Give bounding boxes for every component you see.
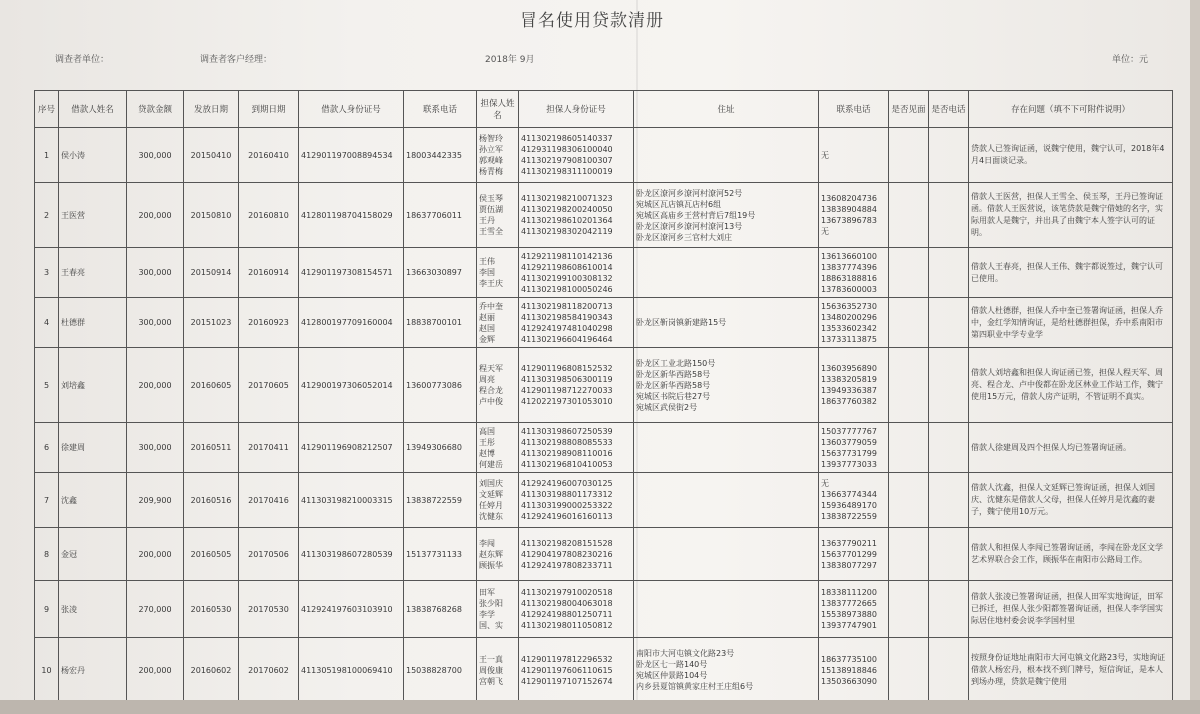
cell-line: 13733113875 — [821, 334, 877, 344]
cell-line: 411302198605140337 — [521, 134, 613, 143]
table-cell: 1 — [35, 128, 59, 183]
table-cell: 300,000 — [127, 423, 184, 473]
table-cell — [889, 298, 929, 348]
document-title: 冒名使用贷款清册 — [520, 11, 664, 31]
cell-line: 412924197808233711 — [521, 560, 613, 570]
table-cell — [519, 248, 634, 298]
cell-line: 411302198808085533 — [521, 437, 613, 447]
cell-line: 内乡县夏馆镇黄家庄村王庄组6号 — [636, 682, 754, 691]
table-cell — [819, 473, 889, 528]
cell-line: 13837772665 — [821, 599, 877, 608]
column-header: 到期日期 — [239, 91, 299, 128]
table-cell: 200,000 — [127, 348, 184, 423]
table-row — [35, 183, 1173, 248]
cell-line: 13383205819 — [821, 375, 877, 384]
table-cell: 15038828700 — [404, 638, 477, 703]
cell-line: 13937747901 — [821, 621, 877, 630]
cell-line: 412924198801250711 — [521, 610, 613, 619]
table-cell: 200,000 — [127, 528, 184, 581]
table-cell — [519, 638, 634, 703]
cell-line: 贾伍湖 — [479, 205, 503, 214]
cell-line: 宛城区书院后巷27号 — [636, 391, 711, 401]
table-cell — [929, 638, 969, 703]
cell-line: 周俊康 — [479, 665, 503, 675]
cell-line: 程合龙 — [479, 386, 503, 395]
table-cell: 300,000 — [127, 128, 184, 183]
cell-line: 刘国庆 — [479, 479, 503, 488]
table-cell — [889, 348, 929, 423]
cell-line: 卧龙区工业北路150号 — [636, 358, 716, 368]
cell-line: 宫朝飞 — [479, 676, 503, 686]
table-cell: 412901197308154571 — [299, 248, 404, 298]
table-cell: 20160923 — [239, 298, 299, 348]
table-cell — [819, 638, 889, 703]
table-cell: 王春亮 — [59, 248, 127, 298]
table-cell: 5 — [35, 348, 59, 423]
table-cell: 200,000 — [127, 638, 184, 703]
cell-line: 411303198801173312 — [521, 490, 613, 499]
cell-line: 13503663090 — [821, 676, 877, 686]
table-cell: 9 — [35, 581, 59, 638]
table-cell: 20160914 — [239, 248, 299, 298]
table-cell: 411305198100069410 — [299, 638, 404, 703]
column-header: 序号 — [35, 91, 59, 128]
cell-line: 18863188816 — [821, 273, 877, 283]
table-cell: 270,000 — [127, 581, 184, 638]
table-cell — [634, 183, 819, 248]
table-cell: 借款人王春亮，担保人王伟、魏宇都说签过，魏宁认可已使用。 — [969, 248, 1173, 298]
table-cell — [519, 128, 634, 183]
table-cell — [477, 248, 519, 298]
column-header: 存在问题（填不下可附件说明） — [969, 91, 1173, 128]
cell-line: 侯玉琴 — [479, 194, 503, 203]
cell-line: 13603956890 — [821, 364, 877, 373]
cell-line: 任婷月 — [479, 501, 503, 510]
table-cell — [634, 128, 819, 183]
cell-line: 411303198607250539 — [521, 426, 613, 436]
table-cell — [634, 423, 819, 473]
table-cell — [819, 581, 889, 638]
cell-line: 412904197808230216 — [521, 549, 613, 559]
cell-line: 411302198200240050 — [521, 205, 613, 214]
table-cell — [819, 248, 889, 298]
cell-line: 411302198100050246 — [521, 284, 613, 294]
table-cell — [929, 298, 969, 348]
cell-line: 412901198712270033 — [521, 386, 613, 395]
table-cell: 借款人张凌已签署询证函，担保人田军实地询证，田军已拆迁，担保人张少阳都签署询证函，担保人李学国实际居住地村委会说李学国村里 — [969, 581, 1173, 638]
table-cell: 7 — [35, 473, 59, 528]
table-cell — [889, 473, 929, 528]
table-cell — [819, 528, 889, 581]
table-cell: 13838768268 — [404, 581, 477, 638]
cell-line: 411302196810410053 — [521, 459, 613, 469]
table-cell: 20170605 — [239, 348, 299, 423]
cell-line: 18338111200 — [821, 588, 877, 597]
table-cell: 18838700101 — [404, 298, 477, 348]
table-cell — [519, 183, 634, 248]
cell-line: 411302197908100307 — [521, 156, 613, 165]
table-cell: 300,000 — [127, 248, 184, 298]
table-cell: 20160810 — [239, 183, 299, 248]
table-cell — [819, 348, 889, 423]
table-cell — [519, 348, 634, 423]
table-cell — [929, 581, 969, 638]
table-cell: 4 — [35, 298, 59, 348]
cell-line: 卢中俊 — [479, 397, 503, 406]
cell-line: 南阳市大河屯镇文化路23号 — [636, 649, 735, 658]
table-row — [35, 423, 1173, 473]
cell-line: 18637735100 — [821, 654, 877, 664]
table-cell: 20160410 — [239, 128, 299, 183]
cell-line: 顾振华 — [479, 560, 503, 570]
table-cell: 张凌 — [59, 581, 127, 638]
table-cell: 6 — [35, 423, 59, 473]
cell-line: 卧龙区新华西路58号 — [636, 380, 711, 390]
table-cell — [634, 248, 819, 298]
cell-line: 宛城区武侯街2号 — [636, 402, 698, 412]
table-cell: 20160505 — [184, 528, 239, 581]
cell-line: 金辉 — [479, 334, 495, 344]
table-cell: 412901196908212507 — [299, 423, 404, 473]
table-cell: 2 — [35, 183, 59, 248]
table-cell: 借款人沈鑫，担保人文延辉已签询证函，担保人刘国庆、沈健东是借款人父母，担保人任婷月是沈鑫的妻子，魏宁使用10万元。 — [969, 473, 1173, 528]
cell-line: 13783600003 — [821, 284, 877, 294]
table-cell: 209,900 — [127, 473, 184, 528]
date-label: 2018年 9月 — [485, 55, 535, 65]
table-cell: 412900197306052014 — [299, 348, 404, 423]
cell-line: 王雪全 — [479, 227, 503, 236]
table-cell: 300,000 — [127, 298, 184, 348]
cell-line: 411302198004063018 — [521, 599, 613, 608]
column-header: 联系电话 — [404, 91, 477, 128]
table-cell — [477, 473, 519, 528]
cell-line: 411303198506300119 — [521, 375, 613, 384]
unit-label: 单位：元 — [1112, 55, 1149, 65]
table-cell — [519, 528, 634, 581]
cell-line: 13838904884 — [821, 205, 877, 214]
table-cell — [634, 638, 819, 703]
table-cell: 20160511 — [184, 423, 239, 473]
cell-line: 卧龙区新华西路58号 — [636, 369, 711, 379]
table-cell — [819, 298, 889, 348]
cell-line: 赵东辉 — [479, 549, 503, 559]
cell-line: 411302197910020518 — [521, 588, 613, 597]
table-cell — [889, 581, 929, 638]
column-header: 联系电话 — [819, 91, 889, 128]
table-cell: 金冠 — [59, 528, 127, 581]
table-cell — [477, 581, 519, 638]
cell-line: 王彤 — [479, 437, 495, 447]
cell-line: 411302198302042119 — [521, 227, 613, 236]
table-row — [35, 473, 1173, 528]
table-cell: 411303198607280539 — [299, 528, 404, 581]
table-cell — [929, 248, 969, 298]
cell-line: 杨青梅 — [479, 167, 503, 176]
cell-line: 张少阳 — [479, 599, 503, 608]
cell-line: 卧龙区靳岗镇新建路15号 — [636, 318, 727, 327]
table-cell — [519, 473, 634, 528]
cell-line: 无 — [821, 479, 829, 488]
cell-line: 孙立军 — [479, 145, 503, 154]
table-cell: 贷款人已签询证函，说魏宁使用，魏宁认可，2018年4月4日面谈记录。 — [969, 128, 1173, 183]
cell-line: 15636352730 — [821, 301, 877, 311]
cell-line: 15138918846 — [821, 665, 877, 675]
cell-line: 13937773033 — [821, 459, 877, 469]
table-cell — [477, 128, 519, 183]
table-cell: 412901197008894534 — [299, 128, 404, 183]
table-cell: 412800197709160004 — [299, 298, 404, 348]
cell-line: 13637790211 — [821, 538, 877, 548]
table-cell — [889, 528, 929, 581]
table-cell: 沈鑫 — [59, 473, 127, 528]
table-cell — [929, 528, 969, 581]
cell-line: 412921198110142136 — [521, 251, 613, 261]
table-cell: 借款人刘培鑫和担保人询证函已签，担保人程天军、周亮、程合龙、卢中俊都在卧龙区林业工作站工作，魏宁使用15万元，借款人房产证明，不管证明不真实。 — [969, 348, 1173, 423]
cell-line: 宛城区仲景路104号 — [636, 671, 708, 680]
table-cell: 20170530 — [239, 581, 299, 638]
table-cell: 18003442335 — [404, 128, 477, 183]
table-cell: 13949306680 — [404, 423, 477, 473]
cell-line: 15637731799 — [821, 448, 877, 458]
table-cell: 20170411 — [239, 423, 299, 473]
table-cell — [929, 423, 969, 473]
column-header: 是否见面 — [889, 91, 929, 128]
cell-line: 411302198311100019 — [521, 167, 613, 176]
cell-line: 王丹 — [479, 216, 495, 225]
table-row — [35, 581, 1173, 638]
table-row — [35, 248, 1173, 298]
cell-line: 15037777767 — [821, 426, 877, 436]
cell-line: 13673896783 — [821, 216, 877, 225]
table-cell: 15137731133 — [404, 528, 477, 581]
table-cell: 10 — [35, 638, 59, 703]
table-cell — [634, 348, 819, 423]
cell-line: 13533602342 — [821, 323, 877, 333]
cell-line: 高国 — [479, 426, 495, 436]
cell-line: 13838722559 — [821, 512, 877, 521]
table-cell: 411303198210003315 — [299, 473, 404, 528]
cell-line: 国、实 — [479, 621, 503, 630]
table-cell: 412801198704158029 — [299, 183, 404, 248]
table-cell — [519, 423, 634, 473]
cell-line: 赵国 — [479, 323, 495, 333]
branch-label: 调查者单位： — [55, 55, 110, 65]
column-header: 贷款金额 — [127, 91, 184, 128]
cell-line: 无 — [821, 227, 829, 236]
table-cell: 20160602 — [184, 638, 239, 703]
cell-line: 411302198208151528 — [521, 538, 613, 548]
table-surface — [0, 700, 1200, 714]
cell-line: 412931198306100040 — [521, 145, 613, 154]
column-header: 借款人身份证号 — [299, 91, 404, 128]
cell-line: 18637760382 — [821, 397, 877, 406]
table-row — [35, 638, 1173, 703]
cell-line: 宛城区瓦店镇瓦店村6组 — [636, 199, 722, 209]
column-header: 住址 — [634, 91, 819, 128]
column-header: 发放日期 — [184, 91, 239, 128]
cell-line: 412924196007030125 — [521, 479, 613, 488]
cell-line: 卧龙区潦河乡潦河村潦河13号 — [636, 221, 743, 231]
table-cell — [889, 423, 929, 473]
table-cell — [519, 581, 634, 638]
cell-line: 宛城区高庙乡王营村背后7组19号 — [636, 210, 756, 220]
cell-line: 412901197107152674 — [521, 676, 613, 686]
cell-line: 412924196016160113 — [521, 512, 613, 521]
table-cell: 8 — [35, 528, 59, 581]
table-cell — [519, 298, 634, 348]
cell-line: 卧龙区潦河乡潦河村潦河52号 — [636, 188, 743, 198]
table-cell — [929, 473, 969, 528]
cell-line: 411302198908110016 — [521, 448, 613, 458]
column-header: 担保人姓名 — [477, 91, 519, 128]
table-cell: 20150914 — [184, 248, 239, 298]
cell-line: 411302196604196464 — [521, 334, 613, 344]
cell-line: 赵博 — [479, 448, 495, 458]
cell-line: 412921198608610014 — [521, 262, 613, 272]
table-cell: 20170416 — [239, 473, 299, 528]
checker-label: 调查者客户经理： — [200, 55, 273, 65]
cell-line: 412901197812296532 — [521, 654, 613, 664]
cell-line: 李国 — [479, 268, 495, 277]
cell-line: 杨智玲 — [479, 134, 503, 143]
table-cell: 20170506 — [239, 528, 299, 581]
table-cell: 20151023 — [184, 298, 239, 348]
cell-line: 411302198210071323 — [521, 194, 613, 203]
table-cell: 徐建周 — [59, 423, 127, 473]
cell-line: 411302198584190343 — [521, 312, 613, 322]
cell-line: 卧龙区七一路140号 — [636, 660, 708, 669]
table-cell — [889, 183, 929, 248]
table-cell — [634, 473, 819, 528]
table-cell: 20150410 — [184, 128, 239, 183]
cell-line: 13613660100 — [821, 251, 877, 261]
cell-line: 卧龙区潦河乡三官村大刘庄 — [636, 232, 732, 242]
table-row — [35, 528, 1173, 581]
table-cell: 20160605 — [184, 348, 239, 423]
cell-line: 程天军 — [479, 364, 503, 373]
table-cell — [929, 183, 969, 248]
cell-line: 411302198011050812 — [521, 621, 613, 630]
cell-line: 15936489170 — [821, 501, 877, 510]
cell-line: 411302199100308132 — [521, 273, 613, 283]
table-cell — [929, 128, 969, 183]
cell-line: 沈健东 — [479, 512, 503, 521]
cell-line: 13838077297 — [821, 560, 877, 570]
cell-line: 13480200296 — [821, 312, 877, 322]
table-cell — [477, 638, 519, 703]
table-cell: 412924197603103910 — [299, 581, 404, 638]
cell-line: 无 — [821, 150, 829, 160]
table-cell — [929, 348, 969, 423]
cell-line: 15637701299 — [821, 549, 877, 559]
table-cell: 13838722559 — [404, 473, 477, 528]
table-cell — [477, 348, 519, 423]
cell-line: 13837774396 — [821, 262, 877, 272]
cell-line: 乔中奎 — [479, 301, 503, 311]
table-row — [35, 298, 1173, 348]
column-header: 是否电话 — [929, 91, 969, 128]
column-header: 担保人身份证号 — [519, 91, 634, 128]
table-cell: 借款人徐建周及四个担保人均已签署询证函。 — [969, 423, 1173, 473]
table-cell — [819, 128, 889, 183]
cell-line: 13949336387 — [821, 386, 877, 395]
table-cell: 杜德群 — [59, 298, 127, 348]
cell-line: 李闯 — [479, 538, 495, 548]
table-cell: 18637706011 — [404, 183, 477, 248]
table-cell: 20160516 — [184, 473, 239, 528]
cell-line: 郭观峰 — [479, 156, 503, 165]
cell-line: 412924197481040298 — [521, 323, 613, 333]
table-cell: 杨宏丹 — [59, 638, 127, 703]
table-cell — [634, 581, 819, 638]
table-cell — [819, 423, 889, 473]
cell-line: 412022197301053010 — [521, 397, 613, 406]
table-cell: 按照身份证地址南阳市大河屯镇文化路23号，实地询证借款人杨宏丹，根本找不到门牌号，短信询证，是本人到场办理，贷款是魏宁使用 — [969, 638, 1173, 703]
table-cell — [477, 183, 519, 248]
column-header: 借款人姓名 — [59, 91, 127, 128]
cell-line: 赵丽 — [479, 312, 495, 322]
table-cell: 侯小涛 — [59, 128, 127, 183]
loan-register-table — [34, 90, 1173, 703]
cell-line: 文延辉 — [479, 490, 503, 499]
cell-line: 王一真 — [479, 654, 503, 664]
table-cell — [477, 423, 519, 473]
cell-line: 周亮 — [479, 375, 495, 384]
cell-line: 何建岳 — [479, 459, 503, 469]
cell-line: 李学 — [479, 610, 495, 619]
table-cell: 13663030897 — [404, 248, 477, 298]
cell-line: 412901196808152532 — [521, 364, 613, 373]
table-cell: 刘培鑫 — [59, 348, 127, 423]
cell-line: 411303199000253322 — [521, 501, 613, 510]
table-row — [35, 128, 1173, 183]
table-cell — [889, 638, 929, 703]
table-cell — [477, 298, 519, 348]
table-cell: 3 — [35, 248, 59, 298]
cell-line: 李王庆 — [479, 279, 503, 288]
cell-line: 13663774344 — [821, 490, 877, 499]
table-cell: 20160530 — [184, 581, 239, 638]
cell-line: 411302198610201364 — [521, 216, 613, 225]
table-cell — [819, 183, 889, 248]
table-cell: 13600773086 — [404, 348, 477, 423]
table-cell — [889, 128, 929, 183]
table-cell: 200,000 — [127, 183, 184, 248]
cell-line: 13603779059 — [821, 437, 877, 447]
table-cell: 王医营 — [59, 183, 127, 248]
table-cell: 借款人王医营，担保人王雪全、侯玉琴，王丹已签询证函。借款人王医营说，该笔贷款是魏宁借她的名字，实际用款人是魏宁，并出具了由魏宁本人签字认可的证明。 — [969, 183, 1173, 248]
table-cell: 借款人和担保人李闯已签署询证函，李闯在卧龙区文学艺术界联合会工作，顾振华在南阳市公路局工作。 — [969, 528, 1173, 581]
table-cell — [477, 528, 519, 581]
cell-line: 田军 — [479, 588, 495, 597]
table-cell — [889, 248, 929, 298]
table-row — [35, 348, 1173, 423]
cell-line: 15538973880 — [821, 610, 877, 619]
table-cell — [634, 298, 819, 348]
table-cell: 借款人杜德群，担保人乔中奎已签署询证函，担保人乔中，金红学知情询证，是给杜德群担保，乔中系南阳市第四职业中学专业学 — [969, 298, 1173, 348]
table-cell: 20150810 — [184, 183, 239, 248]
cell-line: 王伟 — [479, 257, 495, 266]
cell-line: 412901197606110615 — [521, 665, 613, 675]
cell-line: 13608204736 — [821, 194, 877, 203]
cell-line: 411302198118200713 — [521, 301, 613, 311]
table-cell — [634, 528, 819, 581]
table-cell: 20170602 — [239, 638, 299, 703]
